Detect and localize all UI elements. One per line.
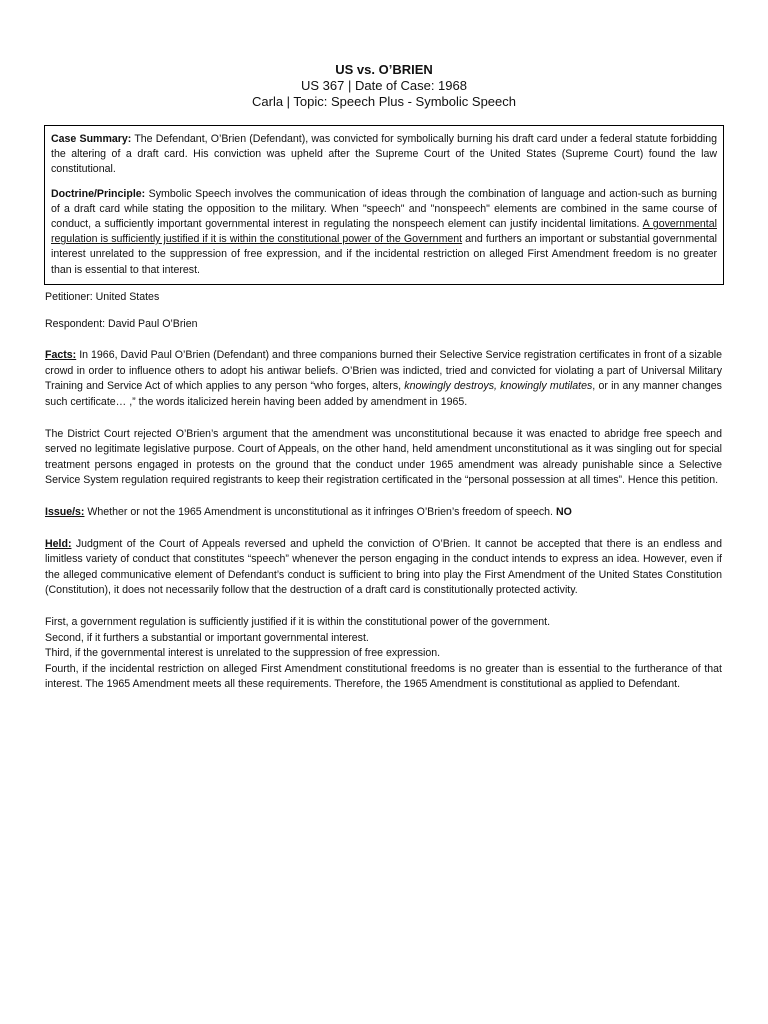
- respondent-line: Respondent: David Paul O’Brien: [45, 317, 198, 330]
- held-text: Judgment of the Court of Appeals reversed and upheld the conviction of O’Brien. It cannot be accepted that there is an endless and limitless variety of conduct that constitutes “speech” whenever the person engaging in the conduct intends to express an idea. However, even if the alleged communicative element of Defendant’s conduct is sufficient to bring into play the First Amendment of the United States Constitution (Constitution), it does not necessarily follow that the destruction of a draft card is constitutionally protected activity.: [45, 537, 722, 597]
- requirements-list: [45, 615, 722, 693]
- facts-label: Facts:: [45, 349, 77, 362]
- requirement-item: Fourth, if the incidental restriction on alleged First Amendment constitutional freedoms is no greater than is essential to the furtherance of that interest. The 1965 Amendment meets all these requirements. Therefore, the 1965 Amendment is constitutional as applied to Defendant.: [45, 662, 722, 691]
- requirement-item: Second, if it furthers a substantial or important governmental interest.: [45, 631, 369, 644]
- doctrine-text-2: and furthers an important or substantial governmental interest unrelated to the suppression of free expression, and if the incidental restriction on alleged First Amendment freedom is no greater than is essential to that interest.: [51, 233, 717, 276]
- petitioner-line: Petitioner: United States: [45, 291, 160, 303]
- issue-paragraph: [45, 505, 722, 521]
- doctrine-paragraph: [51, 187, 717, 278]
- case-citation: US 367 | Date of Case: 1968: [301, 78, 467, 93]
- requirement-item: First, a government regulation is sufficiently justified if it is within the constitutional power of the government.: [45, 615, 551, 628]
- summary-box: [44, 125, 724, 285]
- doctrine-label: Doctrine/Principle:: [51, 187, 146, 200]
- case-summary-label: Case Summary:: [51, 133, 132, 145]
- facts-text-2: , or in any manner changes such certificate… ,” the words italicized herein having been added by amendment in 1965.: [45, 380, 722, 408]
- case-summary-paragraph: [51, 132, 717, 178]
- document-header: [0, 62, 768, 110]
- case-summary-text: The Defendant, O’Brien (Defendant), was convicted for symbolically burning his draft card under a federal statute forbidding the altering of a draft card. His conviction was upheld after the Supreme Court of the United States (Supreme Court) found the law constitutional.: [51, 133, 717, 176]
- facts-italic: knowingly destroys, knowingly mutilates: [404, 380, 593, 393]
- held-paragraph: [45, 537, 722, 599]
- issue-answer: NO: [555, 505, 572, 518]
- requirement-item: Third, if the governmental interest is unrelated to the suppression of free expression.: [45, 647, 441, 660]
- case-title: US vs. O’BRIEN: [335, 62, 433, 77]
- doctrine-text-1: Symbolic Speech involves the communication of ideas through the combination of language and action-such as burning of a draft card while stating the opposition to the military. When "speech" and "nonspeech" elements are combined in the same course of conduct, a sufficiently important governmental interest in regulating the nonspeech element can justify incidental limitations.: [51, 187, 717, 231]
- issue-text: Whether or not the 1965 Amendment is unconstitutional as it infringes O’Brien’s freedom of speech.: [84, 505, 556, 518]
- facts-paragraph-2: The District Court rejected O’Brien’s argument that the amendment was unconstitutional because it was enacted to abridge free speech and served no legitimate legislative purpose. Court of Appeals, on the other hand, held amendment unconstitutional as it was singling out for special treatment persons engaged in protests on the ground that the conduct under 1965 amendment was already punishable since a Selective Service System regulation required registrants to keep their registration certificated in the “personal possession at all times”. Hence this petition.: [45, 427, 722, 487]
- case-topic: Carla | Topic: Speech Plus - Symbolic Speech: [252, 94, 516, 109]
- held-label: Held:: [45, 537, 72, 550]
- issue-label: Issue/s:: [45, 505, 85, 518]
- facts-paragraph: [45, 348, 722, 410]
- doctrine-underlined: A governmental regulation is sufficiently justified if it is within the constitutional power of the Government: [51, 218, 717, 246]
- document-body: [45, 290, 722, 693]
- facts-text-1: In 1966, David Paul O’Brien (Defendant) and three companions burned their Selective Service registration certificates in front of a sizable crowd in order to influence others to adopt his antiwar beliefs. O’Brien was indicted, tried and convicted for violating a part of Universal Military Training and Service Act of which applies to any person “who forges, alters,: [45, 349, 722, 393]
